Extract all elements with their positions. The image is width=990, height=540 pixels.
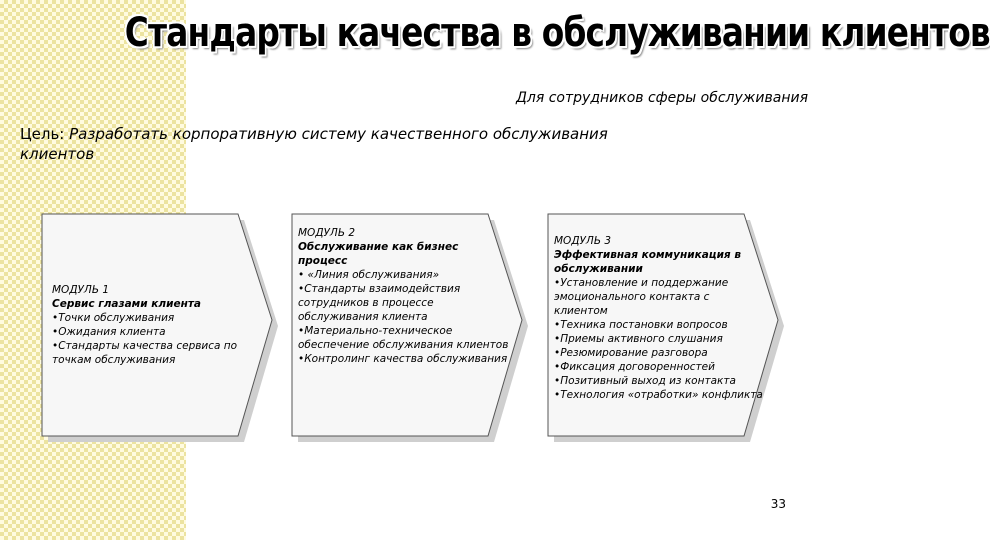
module-1-list bbox=[52, 311, 260, 367]
module-3-name: Эффективная коммуникация в обслуживании bbox=[554, 249, 741, 275]
subtitle: Для сотрудников сферы обслуживания bbox=[515, 90, 808, 106]
module-2-number: МОДУЛЬ 2 bbox=[298, 227, 356, 239]
list-item: •Резюмирование разговора bbox=[554, 347, 708, 359]
module-3-list bbox=[554, 276, 766, 402]
list-item: •Фиксация договоренностей bbox=[554, 361, 715, 373]
module-3-number: МОДУЛЬ 3 bbox=[554, 235, 612, 247]
module-1-number: МОДУЛЬ 1 bbox=[52, 283, 110, 296]
module-1-content bbox=[40, 212, 260, 437]
goal-text: Разработать корпоративную систему качественного обслуживания клиентов bbox=[20, 125, 608, 163]
module-1-name: Сервис глазами клиента bbox=[52, 297, 201, 310]
module-2-card bbox=[290, 212, 530, 442]
list-item: •Техника постановки вопросов bbox=[554, 319, 728, 331]
list-item: •Ожидания клиента bbox=[52, 325, 166, 338]
module-3-content bbox=[546, 212, 766, 437]
module-3-card bbox=[546, 212, 786, 442]
list-item: •Приемы активного слушания bbox=[554, 333, 723, 345]
list-item: •Стандарты взаимодействия сотрудников в процессе обслуживания клиента bbox=[298, 283, 461, 323]
list-item: •Точки обслуживания bbox=[52, 311, 175, 324]
list-item: •Установление и поддержание эмоционального контакта с клиентом bbox=[554, 277, 729, 317]
page-title: Стандарты качества в обслуживании клиентов bbox=[124, 10, 990, 56]
module-1-card bbox=[40, 212, 280, 442]
list-item: •Материально-техническое обеспечение обслуживания клиентов bbox=[298, 325, 509, 351]
module-2-content bbox=[290, 212, 510, 437]
module-2-name: Обслуживание как бизнес процесс bbox=[298, 241, 459, 267]
list-item: •Контролинг качества обслуживания bbox=[298, 353, 508, 365]
list-item: •Позитивный выход из контакта bbox=[554, 375, 736, 387]
page-number: 33 bbox=[770, 497, 786, 511]
list-item: •Технология «отработки» конфликта bbox=[554, 389, 763, 401]
module-2-list bbox=[298, 268, 510, 366]
goal-label: Цель: bbox=[20, 125, 65, 143]
list-item: •Стандарты качества сервиса по точкам обслуживания bbox=[52, 339, 238, 366]
list-item: • «Линия обслуживания» bbox=[298, 269, 440, 281]
goal-statement bbox=[20, 124, 620, 164]
